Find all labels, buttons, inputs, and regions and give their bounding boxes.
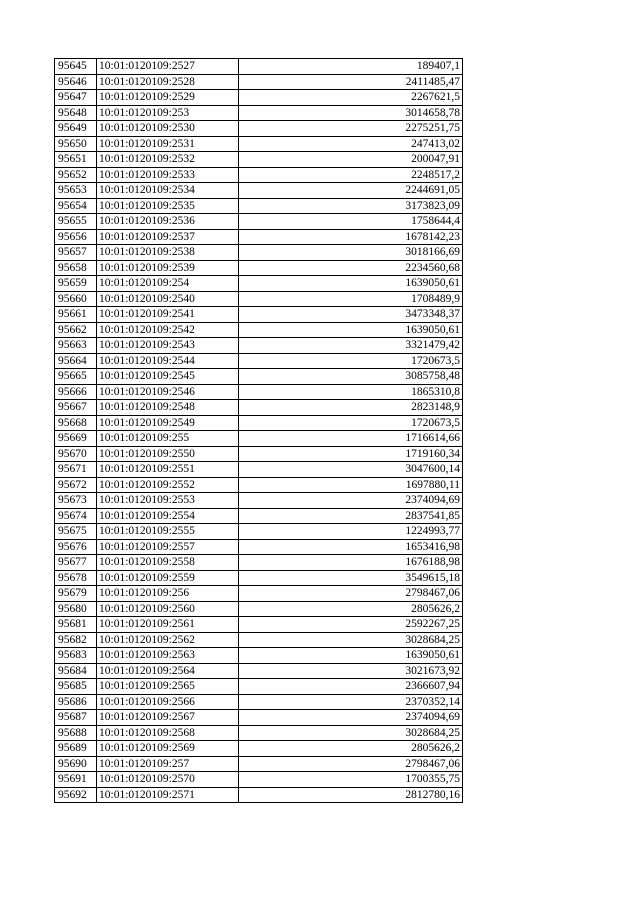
value-cell: 1653416,98 xyxy=(239,539,463,555)
cadastral-number-cell: 10:01:0120109:2553 xyxy=(97,493,239,509)
row-number-cell: 95645 xyxy=(55,59,97,75)
row-number-cell: 95660 xyxy=(55,291,97,307)
cadastral-number-cell: 10:01:0120109:2564 xyxy=(97,663,239,679)
row-number-cell: 95686 xyxy=(55,694,97,710)
table-row xyxy=(55,756,463,772)
row-number-cell: 95663 xyxy=(55,338,97,354)
value-cell: 1758644,4 xyxy=(239,214,463,230)
table-row xyxy=(55,446,463,462)
value-cell: 1708489,9 xyxy=(239,291,463,307)
row-number-cell: 95692 xyxy=(55,787,97,803)
table-row xyxy=(55,260,463,276)
table-row xyxy=(55,400,463,416)
table-row xyxy=(55,105,463,121)
value-cell: 1639050,61 xyxy=(239,276,463,292)
table-row xyxy=(55,152,463,168)
table-row xyxy=(55,121,463,137)
cadastral-number-cell: 10:01:0120109:256 xyxy=(97,586,239,602)
table-row xyxy=(55,74,463,90)
value-cell: 3173823,09 xyxy=(239,198,463,214)
row-number-cell: 95649 xyxy=(55,121,97,137)
value-cell: 2267621,5 xyxy=(239,90,463,106)
row-number-cell: 95665 xyxy=(55,369,97,385)
value-cell: 247413,02 xyxy=(239,136,463,152)
value-cell: 200047,91 xyxy=(239,152,463,168)
row-number-cell: 95661 xyxy=(55,307,97,323)
value-cell: 2366607,94 xyxy=(239,679,463,695)
row-number-cell: 95668 xyxy=(55,415,97,431)
row-number-cell: 95666 xyxy=(55,384,97,400)
cadastral-number-cell: 10:01:0120109:2569 xyxy=(97,741,239,757)
table-row xyxy=(55,167,463,183)
value-cell: 1865310,8 xyxy=(239,384,463,400)
cadastral-number-cell: 10:01:0120109:2535 xyxy=(97,198,239,214)
table-row xyxy=(55,772,463,788)
cadastral-number-cell: 10:01:0120109:2531 xyxy=(97,136,239,152)
row-number-cell: 95656 xyxy=(55,229,97,245)
table-row xyxy=(55,353,463,369)
cadastral-number-cell: 10:01:0120109:2551 xyxy=(97,462,239,478)
value-cell: 2248517,2 xyxy=(239,167,463,183)
table-row xyxy=(55,524,463,540)
value-cell: 2374094,69 xyxy=(239,493,463,509)
table-row xyxy=(55,741,463,757)
table-row xyxy=(55,663,463,679)
table-row xyxy=(55,601,463,617)
table-row xyxy=(55,632,463,648)
table-row xyxy=(55,59,463,75)
value-cell: 1720673,5 xyxy=(239,353,463,369)
cadastral-number-cell: 10:01:0120109:2570 xyxy=(97,772,239,788)
row-number-cell: 95679 xyxy=(55,586,97,602)
cadastral-number-cell: 10:01:0120109:257 xyxy=(97,756,239,772)
row-number-cell: 95685 xyxy=(55,679,97,695)
cadastral-number-cell: 10:01:0120109:2568 xyxy=(97,725,239,741)
table-row xyxy=(55,276,463,292)
row-number-cell: 95684 xyxy=(55,663,97,679)
value-cell: 1716614,66 xyxy=(239,431,463,447)
value-cell: 1639050,61 xyxy=(239,648,463,664)
table-row xyxy=(55,369,463,385)
cadastral-number-cell: 10:01:0120109:2532 xyxy=(97,152,239,168)
row-number-cell: 95650 xyxy=(55,136,97,152)
cadastral-number-cell: 10:01:0120109:2542 xyxy=(97,322,239,338)
value-cell: 1678142,23 xyxy=(239,229,463,245)
cadastral-number-cell: 10:01:0120109:2546 xyxy=(97,384,239,400)
cadastral-number-cell: 10:01:0120109:2555 xyxy=(97,524,239,540)
value-cell: 2275251,75 xyxy=(239,121,463,137)
row-number-cell: 95682 xyxy=(55,632,97,648)
cadastral-number-cell: 10:01:0120109:2571 xyxy=(97,787,239,803)
table-row xyxy=(55,214,463,230)
cadastral-number-cell: 10:01:0120109:2558 xyxy=(97,555,239,571)
table-row xyxy=(55,322,463,338)
table-row xyxy=(55,725,463,741)
table-body xyxy=(55,59,463,803)
row-number-cell: 95667 xyxy=(55,400,97,416)
row-number-cell: 95678 xyxy=(55,570,97,586)
value-cell: 2837541,85 xyxy=(239,508,463,524)
cadastral-number-cell: 10:01:0120109:254 xyxy=(97,276,239,292)
value-cell: 3473348,37 xyxy=(239,307,463,323)
row-number-cell: 95646 xyxy=(55,74,97,90)
row-number-cell: 95657 xyxy=(55,245,97,261)
value-cell: 189407,1 xyxy=(239,59,463,75)
cadastral-number-cell: 10:01:0120109:2530 xyxy=(97,121,239,137)
value-cell: 2592267,25 xyxy=(239,617,463,633)
row-number-cell: 95690 xyxy=(55,756,97,772)
table-row xyxy=(55,307,463,323)
cadastral-number-cell: 10:01:0120109:2533 xyxy=(97,167,239,183)
value-cell: 3018166,69 xyxy=(239,245,463,261)
row-number-cell: 95675 xyxy=(55,524,97,540)
row-number-cell: 95652 xyxy=(55,167,97,183)
row-number-cell: 95648 xyxy=(55,105,97,121)
value-cell: 2823148,9 xyxy=(239,400,463,416)
value-cell: 3021673,92 xyxy=(239,663,463,679)
value-cell: 3014658,78 xyxy=(239,105,463,121)
value-cell: 2234560,68 xyxy=(239,260,463,276)
value-cell: 2798467,06 xyxy=(239,586,463,602)
cadastral-number-cell: 10:01:0120109:2548 xyxy=(97,400,239,416)
value-cell: 3028684,25 xyxy=(239,725,463,741)
row-number-cell: 95651 xyxy=(55,152,97,168)
table-row xyxy=(55,229,463,245)
row-number-cell: 95659 xyxy=(55,276,97,292)
table-row xyxy=(55,183,463,199)
cadastral-number-cell: 10:01:0120109:2541 xyxy=(97,307,239,323)
value-cell: 2812780,16 xyxy=(239,787,463,803)
row-number-cell: 95664 xyxy=(55,353,97,369)
table-row xyxy=(55,648,463,664)
value-cell: 1700355,75 xyxy=(239,772,463,788)
row-number-cell: 95689 xyxy=(55,741,97,757)
value-cell: 2244691,05 xyxy=(239,183,463,199)
row-number-cell: 95654 xyxy=(55,198,97,214)
row-number-cell: 95681 xyxy=(55,617,97,633)
table-row xyxy=(55,245,463,261)
value-cell: 2805626,2 xyxy=(239,601,463,617)
row-number-cell: 95673 xyxy=(55,493,97,509)
cadastral-number-cell: 10:01:0120109:2549 xyxy=(97,415,239,431)
row-number-cell: 95669 xyxy=(55,431,97,447)
cadastral-number-cell: 10:01:0120109:2539 xyxy=(97,260,239,276)
table-row xyxy=(55,493,463,509)
value-cell: 1639050,61 xyxy=(239,322,463,338)
row-number-cell: 95671 xyxy=(55,462,97,478)
value-cell: 3085758,48 xyxy=(239,369,463,385)
value-cell: 1720673,5 xyxy=(239,415,463,431)
row-number-cell: 95691 xyxy=(55,772,97,788)
cadastral-number-cell: 10:01:0120109:2538 xyxy=(97,245,239,261)
row-number-cell: 95658 xyxy=(55,260,97,276)
table-row xyxy=(55,694,463,710)
cadastral-number-cell: 10:01:0120109:2543 xyxy=(97,338,239,354)
cadastral-number-cell: 10:01:0120109:2565 xyxy=(97,679,239,695)
table-row xyxy=(55,586,463,602)
cadastral-number-cell: 10:01:0120109:2537 xyxy=(97,229,239,245)
row-number-cell: 95677 xyxy=(55,555,97,571)
table-row xyxy=(55,291,463,307)
table-row xyxy=(55,415,463,431)
cadastral-number-cell: 10:01:0120109:2566 xyxy=(97,694,239,710)
table-row xyxy=(55,462,463,478)
value-cell: 1676188,98 xyxy=(239,555,463,571)
row-number-cell: 95653 xyxy=(55,183,97,199)
row-number-cell: 95647 xyxy=(55,90,97,106)
table-row xyxy=(55,570,463,586)
row-number-cell: 95672 xyxy=(55,477,97,493)
cadastral-number-cell: 10:01:0120109:2550 xyxy=(97,446,239,462)
cadastral-number-cell: 10:01:0120109:255 xyxy=(97,431,239,447)
value-cell: 3028684,25 xyxy=(239,632,463,648)
cadastral-number-cell: 10:01:0120109:2567 xyxy=(97,710,239,726)
table-row xyxy=(55,539,463,555)
cadastral-number-cell: 10:01:0120109:2545 xyxy=(97,369,239,385)
value-cell: 1224993,77 xyxy=(239,524,463,540)
table-row xyxy=(55,555,463,571)
value-cell: 1697880,11 xyxy=(239,477,463,493)
value-cell: 3549615,18 xyxy=(239,570,463,586)
cadastral-number-cell: 10:01:0120109:2552 xyxy=(97,477,239,493)
row-number-cell: 95676 xyxy=(55,539,97,555)
table-row xyxy=(55,477,463,493)
row-number-cell: 95655 xyxy=(55,214,97,230)
cadastral-number-cell: 10:01:0120109:253 xyxy=(97,105,239,121)
table-row xyxy=(55,90,463,106)
cadastral-number-cell: 10:01:0120109:2557 xyxy=(97,539,239,555)
cadastral-number-cell: 10:01:0120109:2527 xyxy=(97,59,239,75)
table-row xyxy=(55,198,463,214)
cadastral-number-cell: 10:01:0120109:2562 xyxy=(97,632,239,648)
table-row xyxy=(55,679,463,695)
row-number-cell: 95687 xyxy=(55,710,97,726)
cadastral-number-cell: 10:01:0120109:2529 xyxy=(97,90,239,106)
row-number-cell: 95683 xyxy=(55,648,97,664)
row-number-cell: 95670 xyxy=(55,446,97,462)
value-cell: 2798467,06 xyxy=(239,756,463,772)
value-cell: 2805626,2 xyxy=(239,741,463,757)
value-cell: 2374094,69 xyxy=(239,710,463,726)
table-row xyxy=(55,617,463,633)
value-cell: 3321479,42 xyxy=(239,338,463,354)
value-cell: 3047600,14 xyxy=(239,462,463,478)
value-cell: 2370352,14 xyxy=(239,694,463,710)
cadastral-number-cell: 10:01:0120109:2540 xyxy=(97,291,239,307)
cadastral-number-cell: 10:01:0120109:2528 xyxy=(97,74,239,90)
table-row xyxy=(55,508,463,524)
value-cell: 1719160,34 xyxy=(239,446,463,462)
cadastral-number-cell: 10:01:0120109:2544 xyxy=(97,353,239,369)
row-number-cell: 95688 xyxy=(55,725,97,741)
cadastral-number-cell: 10:01:0120109:2559 xyxy=(97,570,239,586)
table-row xyxy=(55,384,463,400)
value-cell: 2411485,47 xyxy=(239,74,463,90)
row-number-cell: 95674 xyxy=(55,508,97,524)
table-row xyxy=(55,787,463,803)
table-row xyxy=(55,338,463,354)
cadastral-number-cell: 10:01:0120109:2554 xyxy=(97,508,239,524)
table-row xyxy=(55,710,463,726)
table-row xyxy=(55,431,463,447)
data-table xyxy=(54,58,463,803)
cadastral-number-cell: 10:01:0120109:2563 xyxy=(97,648,239,664)
cadastral-number-cell: 10:01:0120109:2534 xyxy=(97,183,239,199)
cadastral-number-cell: 10:01:0120109:2560 xyxy=(97,601,239,617)
cadastral-number-cell: 10:01:0120109:2536 xyxy=(97,214,239,230)
table-row xyxy=(55,136,463,152)
row-number-cell: 95680 xyxy=(55,601,97,617)
cadastral-number-cell: 10:01:0120109:2561 xyxy=(97,617,239,633)
row-number-cell: 95662 xyxy=(55,322,97,338)
